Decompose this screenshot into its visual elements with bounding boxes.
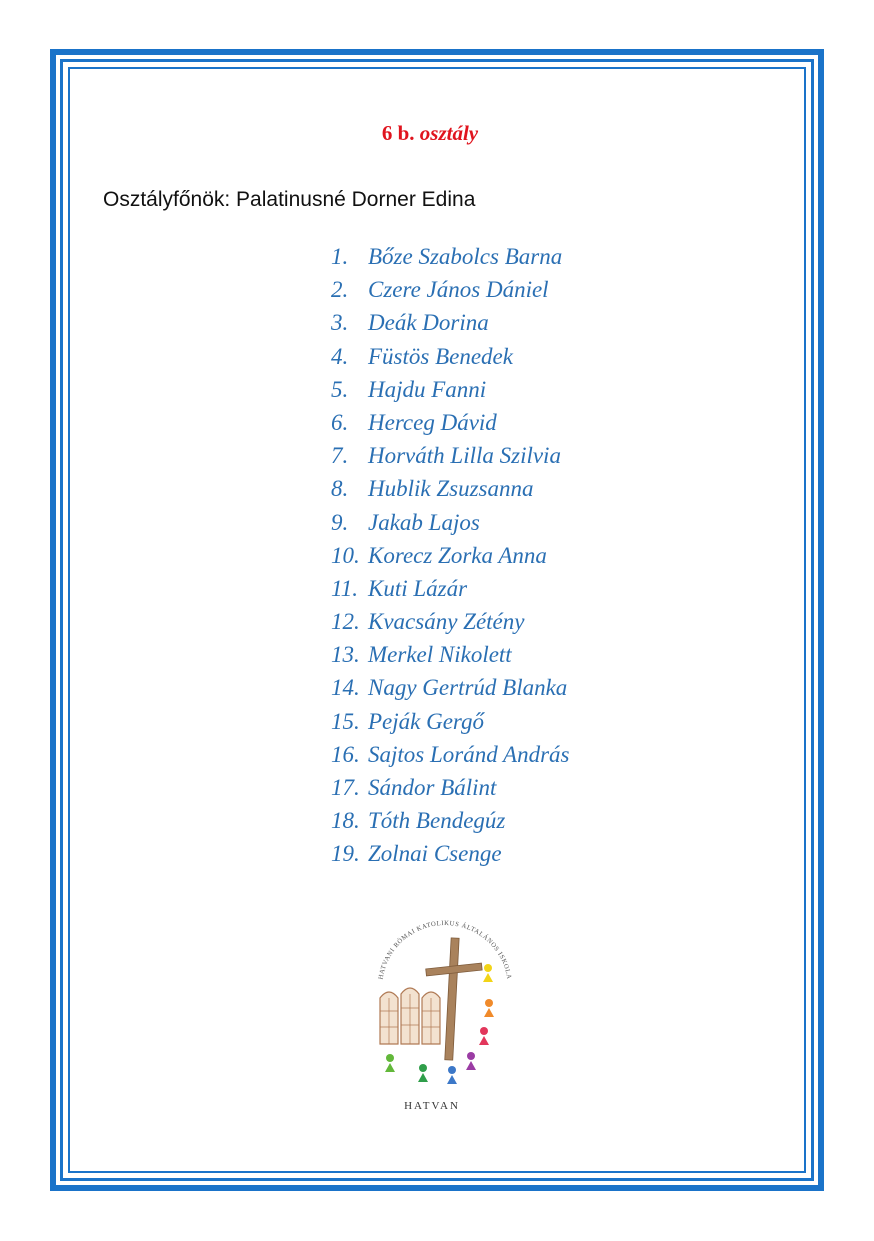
student-list-item xyxy=(331,638,570,671)
student-list-item xyxy=(331,373,570,406)
student-name: Jakab Lajos xyxy=(368,509,480,535)
student-number: 11. xyxy=(331,575,359,601)
student-number: 14. xyxy=(331,675,360,701)
student-name: Korecz Zorka Anna xyxy=(368,542,547,568)
student-list-item xyxy=(331,472,570,505)
student-name: Füstös Benedek xyxy=(368,343,513,369)
student-number: 5. xyxy=(331,376,349,402)
student-name: Nagy Gertrúd Blanka xyxy=(368,675,568,701)
student-list xyxy=(331,240,570,871)
school-logo xyxy=(370,898,520,1118)
student-name: Kvacsány Zétény xyxy=(368,609,525,635)
student-list-item xyxy=(331,671,570,704)
student-number: 6. xyxy=(331,409,349,435)
student-name: Deák Dorina xyxy=(368,310,489,336)
student-number: 10. xyxy=(331,542,360,568)
student-number: 2. xyxy=(331,277,349,303)
student-list-item xyxy=(331,340,570,373)
student-list-item xyxy=(331,506,570,539)
student-list-item xyxy=(331,837,570,870)
student-list-item xyxy=(331,406,570,439)
student-list-item xyxy=(331,771,570,804)
student-name: Herceg Dávid xyxy=(368,409,497,435)
student-list-item xyxy=(331,705,570,738)
student-name: Merkel Nikolett xyxy=(368,642,512,668)
student-name: Czere János Dániel xyxy=(368,277,549,303)
student-name: Kuti Lázár xyxy=(368,575,468,601)
student-name: Horváth Lilla Szilvia xyxy=(368,443,561,469)
student-list-item xyxy=(331,804,570,837)
student-list-item xyxy=(331,738,570,771)
class-teacher: Osztályfőnök: Palatinusné Dorner Edina xyxy=(103,188,476,211)
student-list-item xyxy=(331,306,570,339)
student-name: Peják Gergő xyxy=(368,708,485,734)
student-name: Tóth Bendegúz xyxy=(368,808,506,834)
student-number: 16. xyxy=(331,741,360,767)
student-name: Hublik Zsuzsanna xyxy=(368,476,534,502)
logo-city-text: HATVAN xyxy=(404,1100,460,1112)
student-list-item xyxy=(331,439,570,472)
student-number: 4. xyxy=(331,343,349,369)
student-number: 12. xyxy=(331,609,360,635)
student-name: Hajdu Fanni xyxy=(368,376,487,402)
logo-arc-text: HATVANI RÓMAI KATOLIKUS ÁLTALÁNOS ISKOLA xyxy=(377,919,513,981)
student-number: 18. xyxy=(331,808,360,834)
student-number: 9. xyxy=(331,509,349,535)
student-number: 8. xyxy=(331,476,349,502)
student-name: Bőze Szabolcs Barna xyxy=(368,244,563,269)
student-number: 17. xyxy=(331,775,360,800)
student-list-item xyxy=(331,539,570,572)
student-number: 1. xyxy=(331,244,349,269)
student-list-item xyxy=(331,572,570,605)
class-number: 6 b. xyxy=(381,121,415,145)
student-number: 3. xyxy=(331,310,349,336)
class-title xyxy=(0,121,860,146)
student-name: Zolnai Csenge xyxy=(368,841,502,867)
student-name: Sajtos Loránd András xyxy=(368,741,570,767)
student-number: 13. xyxy=(331,642,360,668)
class-word: osztály xyxy=(419,121,479,145)
student-number: 7. xyxy=(331,443,349,469)
student-number: 19. xyxy=(331,841,360,867)
student-number: 15. xyxy=(331,708,360,734)
student-list-item xyxy=(331,273,570,306)
student-list-item xyxy=(331,605,570,638)
student-name: Sándor Bálint xyxy=(368,775,497,800)
student-list-item xyxy=(331,240,570,273)
